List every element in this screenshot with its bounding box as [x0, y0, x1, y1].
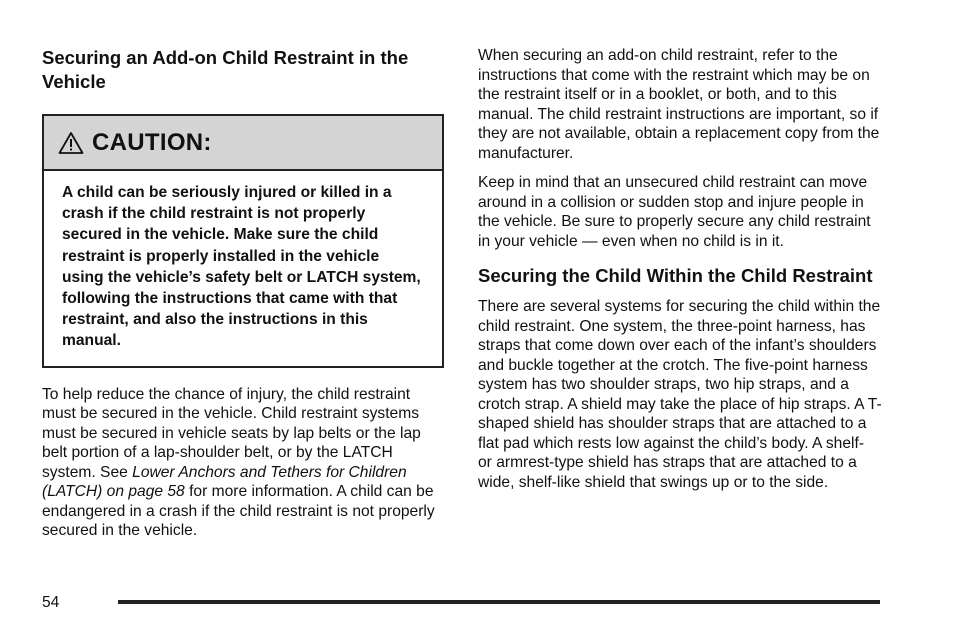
latch-cross-reference-link[interactable]: Lower Anchors and Tethers for Children (LATCH) on page 58 [42, 463, 407, 501]
instructions-paragraph: When securing an add-on child restraint, refer to the instructions that come with the restraint which may be on the restraint itself or in a booklet, or both, and to this manual. The child restraint instructions are important, so if they are not available, obtain a replacement copy from the manufacturer. [478, 47, 880, 162]
restraint-paragraph-text-1: To help reduce the chance of injury, the child restraint must be secured in the vehicle. Child restraint systems must be secured in vehicle seats by lap belts or the lap belt portion of a lap-shoulder belt, or by the LATCH system. See [42, 385, 421, 481]
section-heading-add-on-restraint: Securing an Add-on Child Restraint in the Vehicle [42, 47, 409, 92]
unsecured-restraint-paragraph: Keep in mind that an unsecured child restraint can move around in a collision or sudden stop and injure people in the vehicle. Be sure to properly secure any child restraint in your vehicle — even when no child is in it. [478, 174, 871, 250]
harness-systems-paragraph: There are several systems for securing the child within the child restraint. One system, the three-point harness, has straps that come down over each of the infant’s shoulders and buckle together at the crotch. The five-point harness system has two shoulder straps, two hip straps, and a crotch strap. A shield may take the place of hip straps. A T-shaped shield has shoulder straps that are attached to a flat pad which rests low against the child’s body. A shelf- or armrest-type shield has straps that are attached to a wide, shelf-like shield that swings up or to the side. [478, 298, 882, 491]
page-number: 54 [42, 594, 60, 611]
section-heading-securing-child: Securing the Child Within the Child Restraint [478, 265, 873, 286]
restraint-paragraph [42, 385, 444, 541]
restraint-paragraph-text-2: for more information. A child can be endangered in a crash if the child restraint is not properly secured in the vehicle. [42, 483, 435, 540]
caution-title: CAUTION: [92, 128, 212, 156]
caution-text: A child can be seriously injured or killed in a crash if the child restraint is not properly secured in the vehicle. Make sure the child restraint is properly installed in the vehicle using the vehicle’s safety belt or LATCH system, following the instructions that came with that restraint, and also the instructions in this manual. [62, 184, 421, 350]
footer-divider [118, 600, 880, 604]
caution-header [44, 116, 442, 171]
caution-box [42, 114, 444, 368]
right-column [478, 46, 882, 492]
warning-triangle-icon [58, 131, 84, 155]
left-column [42, 46, 444, 541]
